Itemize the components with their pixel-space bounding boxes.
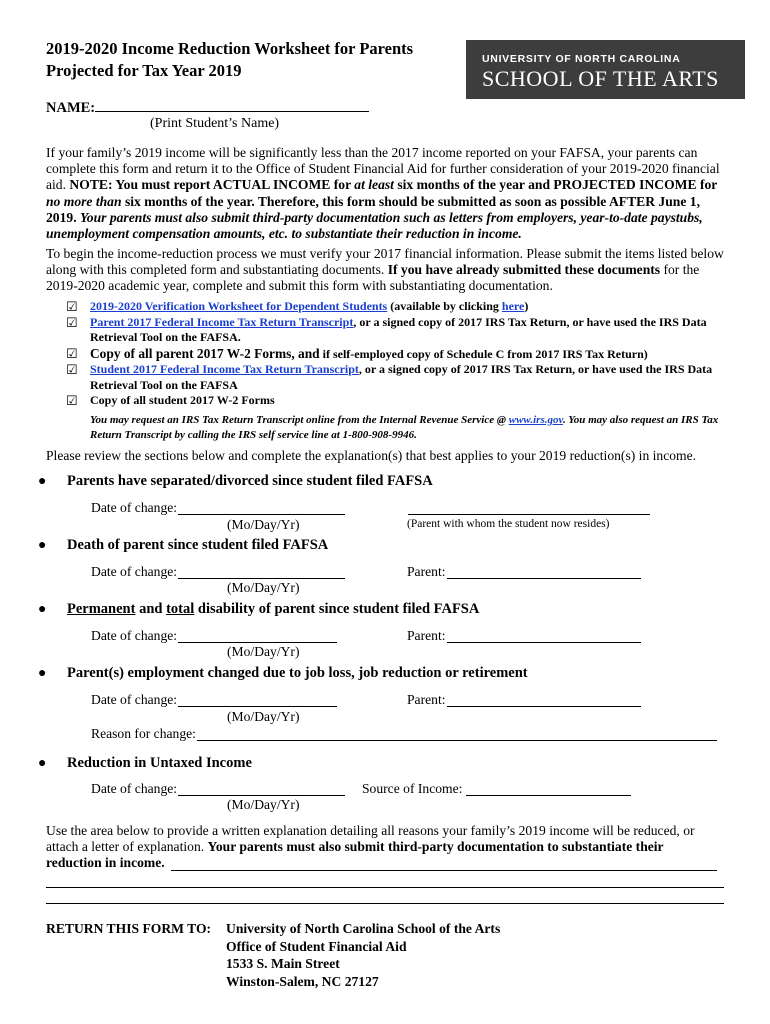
explanation-line[interactable]: [46, 903, 724, 904]
explanation-line[interactable]: [46, 887, 724, 888]
date-of-change-field[interactable]: [178, 795, 345, 796]
name-label: NAME:: [46, 100, 96, 116]
checkbox-checked-icon[interactable]: ☑: [66, 314, 78, 330]
date-of-change-label: Date of change:: [91, 781, 178, 796]
source-of-income-field[interactable]: [466, 795, 631, 796]
checklist-item: ☑ 2019-2020 Verification Worksheet for Dependent Students (available by clicking here): [66, 299, 529, 314]
section-employment-changed: ● Parent(s) employment changed due to job loss, job reduction or retirement: [38, 665, 528, 681]
parent-label: Parent:: [407, 692, 446, 707]
date-of-change-label: Date of change:: [91, 692, 178, 707]
checklist-item: ☑ Copy of all parent 2017 W-2 Forms, and if self-employed copy of Schedule C from 2017 IRS Tax Return): [66, 345, 648, 361]
parent-field[interactable]: [447, 642, 641, 643]
irs-note: You may request an IRS Tax Return Transcript online from the Internal Revenue Service @ www.irs.gov. You may also request an IRS Tax Return Transcript by calling the IRS self service line at 1-800-908-9946.: [90, 414, 719, 441]
bullet-icon: ●: [38, 755, 47, 771]
parent-transcript-link[interactable]: Parent 2017 Federal Income Tax Return Transcript: [90, 314, 354, 329]
reason-field[interactable]: [197, 740, 717, 741]
date-of-change-label: Date of change:: [91, 564, 178, 579]
checkbox-checked-icon[interactable]: ☑: [66, 345, 78, 361]
student-name-field[interactable]: [95, 97, 369, 112]
verify-paragraph: To begin the income-reduction process we must verify your 2017 financial information. Please submit the items listed below along with this completed form and substantiating documents. If you have already submitted these documents for the 2019-2020 academic year, complete and submit this form with substantiating documentation.: [46, 246, 724, 294]
return-address: University of North Carolina School of the Arts Office of Student Financial Aid 1533 S. Main Street Winston-Salem, NC 27127: [226, 921, 501, 989]
bullet-icon: ●: [38, 537, 47, 553]
bullet-icon: ●: [38, 665, 47, 681]
document-checklist: [66, 299, 726, 409]
date-format-hint: (Mo/Day/Yr): [227, 517, 300, 532]
irs-gov-link[interactable]: www.irs.gov: [508, 414, 563, 426]
checklist-item: ☑ Copy of all student 2017 W-2 Forms: [66, 393, 275, 408]
here-link[interactable]: here: [501, 299, 525, 313]
return-label: RETURN THIS FORM TO:: [46, 921, 212, 936]
intro-paragraph: If your family’s 2019 income will be significantly less than the 2017 income reported on your FAFSA, your parents can complete this form and return it to the Office of Student Financial Aid for further consideration of your 2019-2020 financial aid. NOTE: You must report ACTUAL INCOME for at least six months of the year and PROJECTED INCOME for no more than six months of the year. Therefore, this form should be submitted as soon as possible AFTER June 1, 2019. Your parents must also submit third-party documentation such as letters from employers, year-to-date paystubs, unemployment compensation amounts, etc. to substantiate their reduction in income.: [46, 145, 720, 242]
section-separated-divorced: ● Parents have separated/divorced since student filed FAFSA: [38, 473, 433, 489]
return-address-block: [46, 920, 500, 990]
date-format-hint: (Mo/Day/Yr): [227, 797, 300, 812]
reason-label: Reason for change:: [91, 726, 196, 741]
logo-university-text: UNIVERSITY OF NORTH CAROLINA: [482, 53, 681, 65]
date-of-change-label: Date of change:: [91, 500, 178, 515]
parent-label: Parent:: [407, 628, 446, 643]
section-death-of-parent: ● Death of parent since student filed FAFSA: [38, 537, 329, 553]
checkbox-checked-icon[interactable]: ☑: [66, 393, 78, 408]
parent-field[interactable]: [447, 578, 641, 579]
parent-resides-hint: (Parent with whom the student now resides): [407, 518, 610, 530]
uncsa-logo: [466, 40, 745, 99]
date-of-change-label: Date of change:: [91, 628, 178, 643]
checkbox-checked-icon[interactable]: ☑: [66, 299, 78, 314]
parent-resides-field[interactable]: [408, 514, 650, 515]
student-name-row: [46, 97, 369, 117]
date-format-hint: (Mo/Day/Yr): [227, 709, 300, 724]
page-title: 2019-2020 Income Reduction Worksheet for Parents Projected for Tax Year 2019: [46, 39, 414, 80]
section-disability: ● Permanent and total disability of parent since student filed FAFSA: [38, 601, 480, 617]
checklist-item: ☑ Parent 2017 Federal Income Tax Return Transcript, or a signed copy of 2017 IRS Tax Return, or have used the IRS Data Retrieval Tool on the FAFSA.: [66, 314, 707, 344]
name-hint: (Print Student’s Name): [150, 116, 280, 131]
parent-field[interactable]: [447, 706, 641, 707]
student-transcript-link[interactable]: Student 2017 Federal Income Tax Return Transcript: [90, 362, 359, 376]
section-untaxed-income: ● Reduction in Untaxed Income: [38, 755, 252, 771]
date-of-change-field[interactable]: [178, 642, 337, 643]
review-instructions: Please review the sections below and complete the explanation(s) that best applies to your 2019 reduction(s) in income.: [46, 448, 697, 463]
source-of-income-label: Source of Income:: [362, 781, 463, 796]
logo-school-text: SCHOOL OF THE ARTS: [482, 66, 719, 91]
explanation-instructions: Use the area below to provide a written explanation detailing all reasons your family’s 2019 income will be reduced, or attach a letter of explanation. Your parents must also submit third-party documentation to substantiate their reduction in income.: [46, 823, 695, 871]
parent-label: Parent:: [407, 564, 446, 579]
checklist-item: ☑ Student 2017 Federal Income Tax Return Transcript, or a signed copy of 2017 IRS Tax Return, or have used the IRS Data Retrieval Tool on the FAFSA: [66, 362, 713, 392]
date-of-change-field[interactable]: [178, 514, 345, 515]
date-of-change-field[interactable]: [178, 578, 345, 579]
date-format-hint: (Mo/Day/Yr): [227, 644, 300, 659]
date-format-hint: (Mo/Day/Yr): [227, 580, 300, 595]
checkbox-checked-icon[interactable]: ☑: [66, 362, 78, 377]
explanation-line[interactable]: [171, 870, 717, 871]
verification-worksheet-link[interactable]: 2019-2020 Verification Worksheet for Dependent Students: [90, 299, 388, 313]
bullet-icon: ●: [38, 473, 47, 489]
date-of-change-field[interactable]: [178, 706, 337, 707]
bullet-icon: ●: [38, 601, 47, 617]
